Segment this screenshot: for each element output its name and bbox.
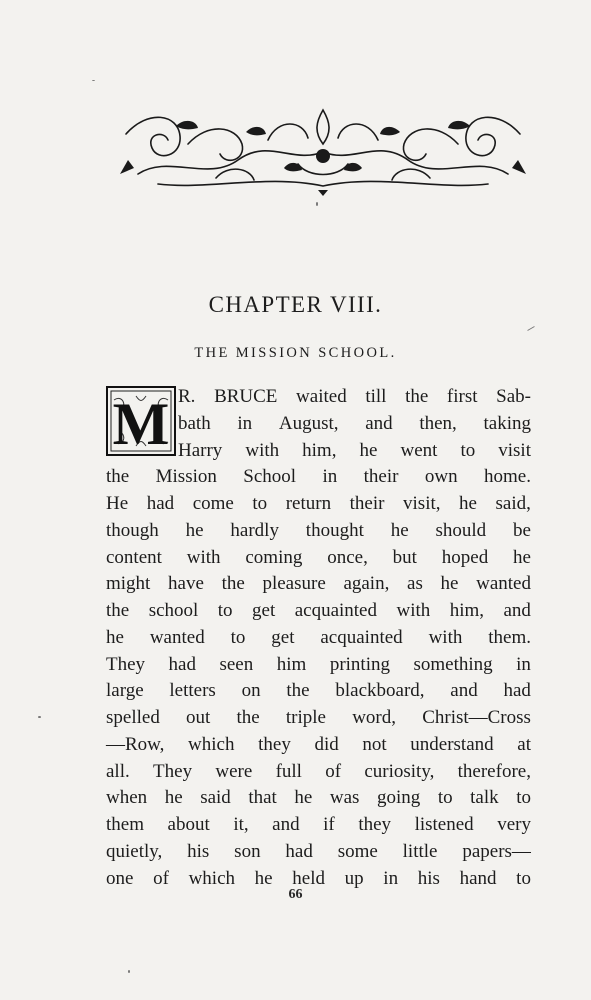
word: large [106, 680, 144, 702]
word: home. [484, 466, 531, 488]
page-number: 66 [288, 887, 303, 902]
word: R. [178, 386, 196, 407]
word: to [217, 600, 233, 621]
word: get [271, 626, 295, 648]
section-title: THE MISSION SCHOOL. [194, 345, 397, 361]
word: blackboard, [335, 680, 425, 702]
word: once, [327, 546, 368, 568]
word: it, [233, 814, 249, 835]
word: spelled [106, 707, 160, 728]
word: papers— [462, 840, 531, 862]
word: taking [483, 412, 531, 434]
word: to [516, 867, 531, 889]
text-line [106, 759, 531, 785]
word: up [344, 867, 364, 889]
word: in [237, 412, 253, 434]
word: again, [343, 573, 390, 595]
word: August, [278, 412, 339, 434]
decorated-dropcap-m-icon [106, 386, 176, 456]
word: did [314, 733, 339, 755]
word: he [390, 519, 409, 541]
word: with [245, 439, 280, 461]
word: when [106, 787, 148, 809]
word: some [337, 840, 378, 862]
word: to [460, 439, 476, 461]
word: curiosity, [364, 760, 435, 782]
word: then, [419, 412, 457, 434]
word: son [234, 840, 261, 862]
text-line [106, 839, 531, 865]
word: and [272, 814, 300, 835]
word: on [241, 680, 261, 702]
word: might [106, 573, 151, 595]
word: hoped [441, 546, 489, 568]
word: acquainted [294, 600, 377, 621]
text-line [106, 464, 531, 490]
word: visit, [403, 493, 441, 514]
word: they [258, 733, 291, 755]
word: full [275, 760, 302, 782]
word: that [248, 787, 277, 809]
paper-speck [527, 326, 534, 331]
word: own [424, 466, 458, 488]
text-line [106, 545, 531, 571]
word: —Row, [106, 733, 165, 755]
word: Sab- [496, 386, 531, 407]
word: his [187, 840, 210, 862]
chapter-title: CHAPTER VIII. [208, 292, 383, 317]
word: bath [178, 412, 211, 434]
word: hand [459, 867, 497, 889]
word: listened [414, 814, 474, 835]
word: thought [305, 519, 364, 541]
text-line [106, 785, 531, 811]
floral-headpiece-ornament [118, 104, 528, 196]
word: acquainted [320, 626, 403, 648]
word: be [513, 519, 531, 541]
word: he [164, 787, 183, 809]
word: should [435, 519, 487, 541]
word: had [146, 493, 175, 514]
word: have [168, 573, 204, 595]
paper-speck [38, 716, 41, 718]
word: school [148, 600, 199, 621]
word: very [497, 814, 531, 835]
word: as [407, 573, 423, 595]
word: he [254, 867, 273, 889]
word: going [376, 787, 421, 809]
text-line [106, 705, 531, 731]
word: till [365, 386, 387, 407]
word: in [383, 867, 399, 889]
word: at [517, 733, 531, 755]
word: of [153, 867, 169, 889]
word: him, [449, 600, 485, 621]
word: coming [245, 546, 303, 568]
word: them [106, 814, 144, 835]
word: was [329, 787, 360, 809]
word: to [252, 493, 268, 514]
word: which [188, 867, 236, 889]
word: quietly, [106, 840, 163, 862]
word: their [363, 466, 399, 488]
word: BRUCE [214, 386, 278, 407]
word: the [236, 707, 260, 728]
word: him, [302, 439, 337, 461]
word: with [186, 546, 221, 568]
word: Harry [178, 439, 223, 461]
word: his [417, 867, 440, 889]
text-line [106, 598, 531, 624]
text-line [106, 652, 531, 678]
word: printing [329, 653, 390, 675]
word: said, [495, 493, 531, 514]
word: out [186, 707, 211, 728]
word: word, [352, 707, 396, 728]
word: He [106, 493, 129, 514]
word: had [168, 653, 196, 675]
word: return [285, 493, 332, 514]
paper-speck [92, 80, 95, 81]
word: though [106, 519, 159, 541]
word: get [252, 600, 276, 621]
word: he [185, 519, 204, 541]
word: understand [410, 733, 494, 755]
text-line [178, 411, 531, 437]
word: therefore, [457, 760, 531, 782]
word: in [516, 653, 531, 675]
word: their [349, 493, 385, 514]
paper-speck [128, 970, 130, 973]
word: with [396, 600, 431, 621]
word: were [215, 760, 253, 782]
word: waited [296, 386, 347, 407]
word: wanted [476, 573, 531, 595]
word: he [513, 546, 531, 568]
word: in [322, 466, 338, 488]
text-line [106, 491, 531, 517]
word: Christ—Cross [422, 707, 531, 728]
word: visit [498, 439, 531, 461]
word: he [294, 787, 313, 809]
word: wanted [149, 626, 205, 648]
word: and [365, 412, 393, 434]
word: he [359, 439, 378, 461]
word: with [428, 626, 463, 648]
word: not [362, 733, 387, 755]
word: he [459, 493, 477, 514]
word: had [285, 840, 313, 862]
word: School [243, 466, 297, 488]
word: to [516, 787, 531, 809]
word: first [446, 386, 478, 407]
text-line [178, 384, 531, 410]
text-line [178, 438, 531, 464]
word: They [153, 760, 193, 782]
word: They [106, 653, 146, 675]
text-line [106, 571, 531, 597]
word: if [323, 814, 335, 835]
word: hardly [230, 519, 279, 541]
word: the [106, 600, 130, 621]
text-line [106, 678, 531, 704]
word: triple [285, 707, 326, 728]
word: they [358, 814, 392, 835]
word: come [192, 493, 234, 514]
word: but [392, 546, 417, 568]
paper-speck [316, 202, 318, 206]
word: held [292, 867, 325, 889]
word: he [440, 573, 459, 595]
word: of [325, 760, 342, 782]
text-line [106, 812, 531, 838]
word: said [200, 787, 231, 809]
word: letters [169, 680, 216, 702]
svg-text:M: M [112, 391, 170, 456]
word: the [106, 466, 130, 488]
word: seen [219, 653, 254, 675]
text-line [106, 518, 531, 544]
word: all. [106, 760, 130, 782]
word: pleasure [262, 573, 326, 595]
word: one [106, 867, 134, 889]
word: content [106, 546, 162, 568]
word: to [437, 787, 453, 809]
word: the [221, 573, 245, 595]
word: about [167, 814, 210, 835]
word: and [503, 600, 531, 621]
word: to [230, 626, 246, 648]
text-line [106, 625, 531, 651]
word: the [405, 386, 429, 407]
word: the [286, 680, 310, 702]
word: something [413, 653, 493, 675]
word: them. [488, 626, 531, 648]
word: and [450, 680, 478, 702]
word: had [503, 680, 531, 702]
word: Mission [155, 466, 217, 488]
word: little [402, 840, 438, 862]
word: went [400, 439, 438, 461]
word: he [106, 626, 124, 648]
word: which [188, 733, 235, 755]
text-line [106, 732, 531, 758]
word: him [276, 653, 307, 675]
word: talk [470, 787, 499, 809]
